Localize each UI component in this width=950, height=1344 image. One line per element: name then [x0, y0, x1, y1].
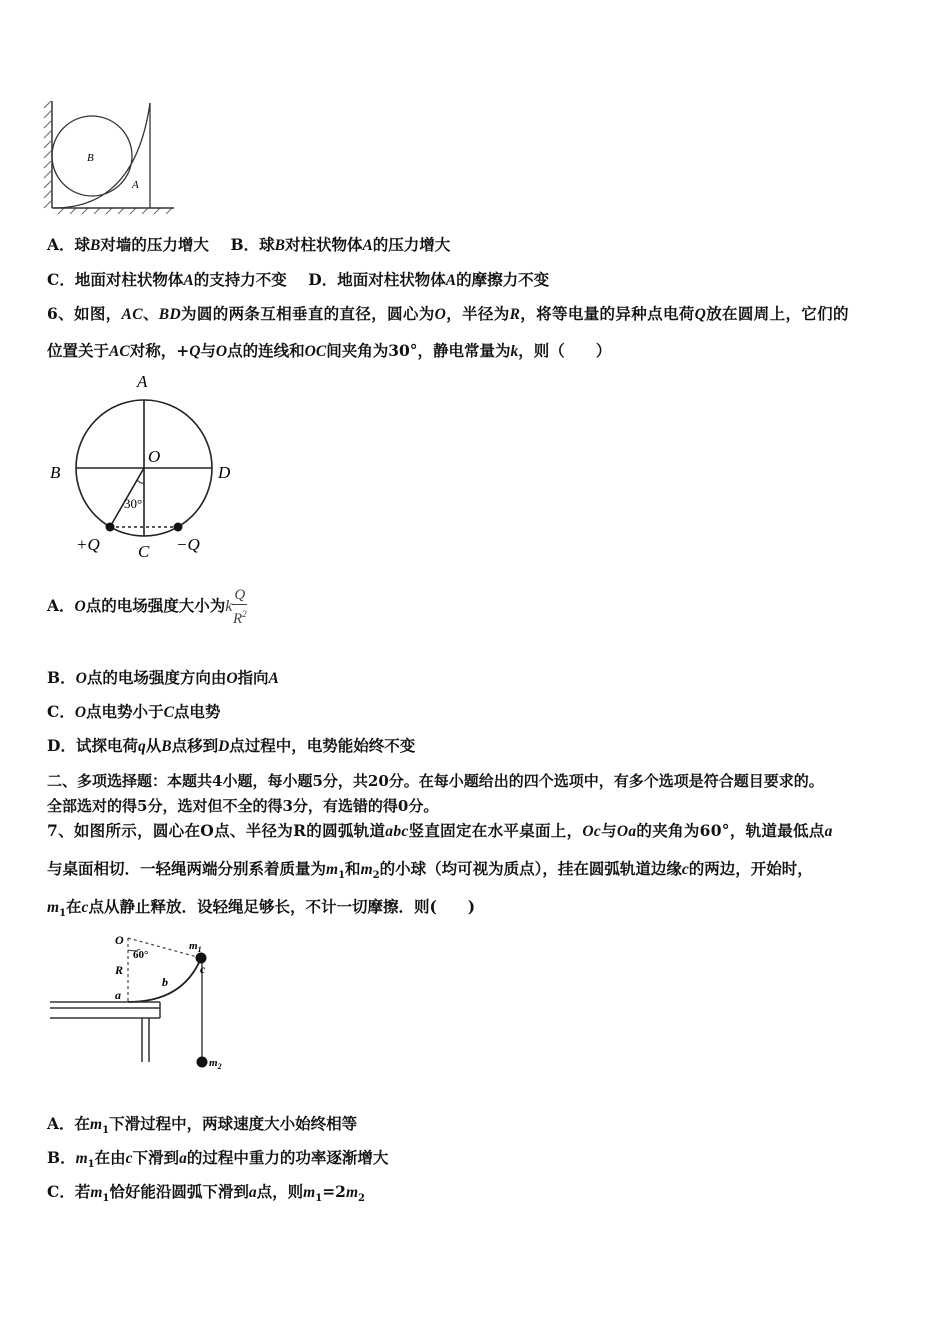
- q5-opt-b[interactable]: [230, 235, 450, 254]
- subscript: 2: [372, 870, 380, 882]
- var-m: m: [303, 1184, 316, 1201]
- opt-text: 的摩擦力不变: [456, 270, 550, 289]
- opt-text: 对柱状物体: [284, 235, 363, 254]
- var-oc: OC: [304, 343, 327, 360]
- var-a: A: [445, 272, 457, 289]
- opt-label: A．球: [47, 235, 91, 254]
- text: 位置关于: [47, 341, 110, 360]
- text: 点的连线和: [227, 341, 305, 360]
- q5-opt-d[interactable]: [308, 270, 549, 289]
- q7-label-o: O: [115, 933, 124, 947]
- q7-label-r: R: [115, 963, 124, 977]
- subscript: 2: [358, 1193, 365, 1205]
- section2-line2: 全部选对的得5分，选对但不全的得3分，有选错的得0分。: [47, 797, 439, 815]
- q6-label-o: O: [148, 447, 161, 466]
- text: 与桌面相切．一轻绳两端分别系着质量为: [47, 859, 327, 878]
- var-oa: Oa: [616, 823, 637, 840]
- q6-opt-c[interactable]: [47, 703, 220, 723]
- var-m: m: [326, 861, 339, 878]
- text: 6、如图，: [47, 304, 122, 323]
- var-q: q: [137, 738, 146, 755]
- q6-label-angle: 30°: [124, 496, 143, 511]
- opt-text: 点，则: [256, 1182, 304, 1201]
- text: 放在圆周上，它们的: [706, 304, 849, 323]
- var-m: m: [90, 1116, 103, 1133]
- text: 7、如图所示，圆心在O点、半径为R的圆弧轨道: [47, 821, 386, 840]
- var-b: B: [274, 237, 285, 254]
- q6-label-d: D: [218, 463, 231, 482]
- var-r: R: [232, 611, 243, 627]
- subscript: 2: [217, 1062, 222, 1071]
- var-a: A: [362, 237, 373, 254]
- q7-opt-b[interactable]: [47, 1149, 388, 1171]
- equals-text: =2: [322, 1182, 346, 1201]
- text: 竖直固定在水平桌面上，: [408, 821, 583, 840]
- text: 与: [601, 821, 617, 840]
- var-k: k: [510, 343, 519, 360]
- var-c: c: [125, 1150, 133, 1167]
- opt-text: 点电势小于: [86, 702, 164, 721]
- opt-text: 的过程中重力的功率逐渐增大: [186, 1148, 389, 1167]
- q7-label-m2: [209, 1057, 222, 1071]
- q7-label-m1: [189, 940, 202, 954]
- q6-label-b: B: [50, 463, 61, 482]
- opt-text: 点的电场强度方向由: [86, 668, 227, 687]
- q5-opt-a[interactable]: [47, 235, 209, 254]
- q5-label-ball: B: [87, 152, 94, 164]
- q6-figure: [44, 370, 244, 565]
- text: ，将等电量的异种点电荷: [520, 304, 695, 323]
- subscript: 1: [315, 1193, 323, 1205]
- q6-label-plus-q: +Q: [76, 535, 100, 554]
- q7-figure: [45, 928, 245, 1078]
- text: 为圆的两条互相垂直的直径，圆心为: [181, 304, 435, 323]
- q6-label-minus-q: −Q: [176, 535, 200, 554]
- opt-label: C．地面对柱状物体: [47, 270, 184, 289]
- q6-label-c: C: [138, 542, 150, 561]
- var-a: a: [824, 823, 833, 840]
- subscript: 1: [102, 1125, 110, 1137]
- var-b: B: [90, 237, 101, 254]
- subscript: 1: [87, 1159, 95, 1171]
- q5-options-ab: [47, 236, 450, 256]
- q5-options-cd: [47, 271, 549, 291]
- var-o: O: [434, 306, 447, 323]
- text: 对称，+: [129, 341, 190, 360]
- q7-label-a: a: [115, 988, 121, 1002]
- var-b: B: [161, 738, 172, 755]
- var-m: m: [75, 1150, 88, 1167]
- text: 和: [345, 859, 361, 878]
- var-oc: Oc: [582, 823, 602, 840]
- opt-text: 点过程中，电势能始终不变: [229, 736, 416, 755]
- var-k: k: [225, 598, 233, 615]
- fraction-numerator: Q: [234, 587, 246, 603]
- subscript: 1: [102, 1193, 110, 1205]
- var-bd: BD: [158, 306, 182, 323]
- var-m: m: [360, 861, 373, 878]
- exponent: 2: [242, 609, 247, 619]
- var-m: m: [90, 1184, 103, 1201]
- text: 与: [200, 341, 216, 360]
- opt-text: 对墙的压力增大: [100, 235, 209, 254]
- q6-opt-a[interactable]: [47, 586, 247, 628]
- q6-opt-b[interactable]: [47, 669, 279, 689]
- text: 、: [142, 304, 159, 323]
- fraction-q-over-r2: [232, 586, 247, 628]
- subscript: 1: [338, 870, 346, 882]
- subscript: 1: [59, 908, 67, 920]
- opt-label: A．在: [47, 1114, 91, 1133]
- q7-stem-line1: [47, 822, 833, 842]
- var-c: c: [681, 861, 689, 878]
- q7-opt-c[interactable]: [47, 1183, 365, 1205]
- text: 间夹角为30°，静电常量为: [326, 341, 511, 360]
- var-ac: AC: [121, 306, 143, 323]
- var-abc: abc: [385, 823, 409, 840]
- q6-label-a: A: [137, 372, 148, 391]
- opt-text: 点电势: [173, 702, 221, 721]
- var-o: O: [74, 704, 87, 721]
- var-o: O: [74, 598, 86, 615]
- var-a: A: [268, 670, 279, 687]
- text: 的夹角为60°，轨道最低点: [636, 821, 825, 840]
- text: 的小球（均可视为质点），挂在圆弧轨道边缘: [379, 859, 682, 878]
- q5-figure: [40, 98, 175, 214]
- var-a: a: [248, 1184, 257, 1201]
- var-a: A: [183, 272, 194, 289]
- opt-label: C．若: [47, 1182, 91, 1201]
- opt-text: 指向: [237, 668, 269, 687]
- q7-label-c: c: [200, 962, 206, 976]
- text: ，半径为: [446, 304, 510, 323]
- var-o: O: [75, 670, 87, 687]
- var-m: m: [189, 940, 198, 952]
- opt-text: 从: [145, 736, 162, 755]
- var-r: R: [509, 306, 521, 323]
- var-a: a: [179, 1150, 187, 1167]
- var-m: m: [209, 1057, 218, 1069]
- opt-text: 下滑过程中，两球速度大小始终相等: [109, 1114, 358, 1133]
- q7-label-b: b: [162, 975, 168, 989]
- q7-stem-line3: [47, 898, 475, 920]
- var-q: Q: [189, 343, 201, 360]
- opt-label: B．: [47, 1148, 76, 1167]
- q6-opt-d[interactable]: [47, 737, 415, 757]
- text: 点从静止释放．设轻绳足够长，不计一切摩擦．则( ): [88, 897, 476, 916]
- text: 在: [66, 897, 82, 916]
- opt-text: 的支持力不变: [193, 270, 287, 289]
- text: ，则（ ）: [518, 341, 612, 360]
- opt-text: 的压力增大: [372, 235, 451, 254]
- opt-text: 点移到: [171, 736, 219, 755]
- q7-label-angle: 60°: [133, 949, 149, 961]
- var-ac: AC: [109, 343, 130, 360]
- opt-label: D．试探电荷: [47, 736, 138, 755]
- q6-stem-line1: [47, 305, 849, 325]
- opt-label: A．: [47, 596, 75, 615]
- q7-opt-a[interactable]: [47, 1115, 357, 1137]
- q5-opt-c[interactable]: [47, 270, 287, 289]
- opt-label: B．: [47, 668, 76, 687]
- var-o: O: [215, 343, 228, 360]
- opt-label: D．地面对柱状物体: [308, 270, 446, 289]
- var-q: Q: [694, 306, 707, 323]
- var-m: m: [47, 899, 60, 916]
- opt-text: 点的电场强度大小为: [85, 596, 226, 615]
- fraction-denominator: [232, 605, 247, 628]
- q5-label-block: A: [132, 179, 139, 191]
- var-o: O: [226, 670, 238, 687]
- var-d: D: [218, 738, 230, 755]
- q7-stem-line2: [47, 860, 813, 882]
- section2-line1: 二、多项选择题：本题共4小题，每小题5分，共20分。在每小题给出的四个选项中，有多个选项是符合题目要求的。: [47, 772, 824, 790]
- var-c: C: [163, 704, 174, 721]
- q6-stem-line2: [47, 342, 611, 362]
- text: 的两边，开始时，: [688, 859, 813, 878]
- var-m: m: [345, 1184, 359, 1201]
- opt-label: C．: [47, 702, 75, 721]
- opt-text: 恰好能沿圆弧下滑到: [109, 1182, 249, 1201]
- var-c: c: [81, 899, 89, 916]
- opt-text: 在由: [94, 1148, 126, 1167]
- opt-label: B．球: [230, 235, 275, 254]
- opt-text: 下滑到: [132, 1148, 180, 1167]
- subscript: 1: [197, 945, 202, 954]
